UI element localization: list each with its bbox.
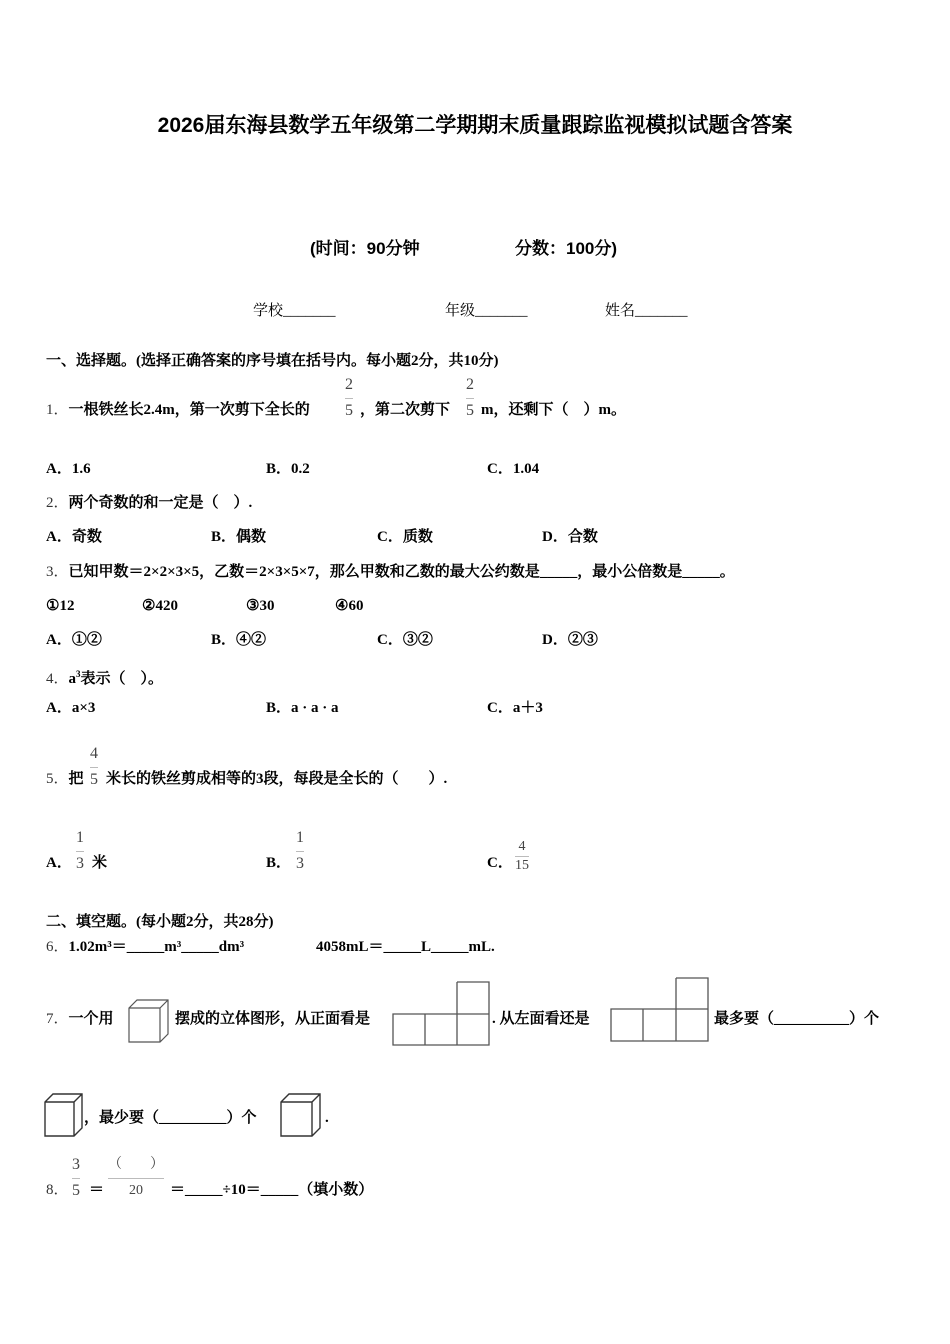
q6-question: [46, 937, 244, 957]
q5-option-b-label[interactable]: B．: [266, 855, 292, 871]
cube-icon: [128, 998, 170, 1044]
numerator: 4: [518, 839, 526, 854]
q7-text-d: 最多要（__________）个: [714, 1011, 880, 1027]
q2-question: [46, 493, 252, 513]
school-field[interactable]: 学校_______: [253, 303, 336, 319]
q3-choice-2: ②420: [142, 598, 178, 614]
numerator: 2: [345, 376, 353, 393]
q3-question: [46, 562, 735, 582]
q1-question: [46, 400, 310, 420]
q2-number: 2．: [46, 495, 69, 511]
numerator-blank[interactable]: （ ）: [108, 1157, 164, 1172]
q7-number: 7．: [46, 1011, 69, 1027]
page-title: 2026届东海县数学五年级第二学期期末质量跟踪监视模拟试题含答案: [157, 114, 793, 137]
q1-number: 1．: [46, 402, 69, 418]
q5-text-b: 米长的铁丝剪成相等的3段，每段是全长的（ ）.: [106, 771, 448, 787]
q2-option-d[interactable]: D．合数: [542, 529, 598, 545]
q4-option-b[interactable]: B．a · a · a: [266, 700, 339, 716]
numerator: 4: [90, 745, 98, 762]
q1-option-b[interactable]: B．0.2: [266, 461, 310, 477]
front-view-diagram: [392, 981, 492, 1047]
q1-text-a: 一根铁丝长2.4m，第一次剪下全长的: [68, 402, 310, 418]
exam-time: (时间：90分钟: [310, 239, 420, 258]
section1-heading: 一、选择题。(选择正确答案的序号填在括号内。每小题2分，共10分): [46, 353, 499, 369]
q4-exponent: 3: [76, 669, 81, 679]
q2-option-b[interactable]: B．偶数: [211, 529, 267, 545]
q7-text-c: . 从左面看还是: [492, 1011, 590, 1027]
q6-part2: 4058mL＝_____L_____mL.: [316, 939, 495, 955]
q1-option-c[interactable]: C．1.04: [487, 461, 540, 477]
q3-choice-1: ①12: [46, 598, 75, 614]
q5-option-b-fraction[interactable]: [296, 829, 304, 873]
q1-text-c: m，还剩下（ ）m。: [481, 402, 626, 418]
denominator: 5: [466, 402, 474, 419]
exam-score: 分数：100分): [515, 239, 618, 258]
q5-option-a-unit: 米: [92, 855, 108, 871]
q5-option-c-fraction[interactable]: [515, 840, 529, 873]
name-field[interactable]: 姓名_______: [605, 303, 688, 319]
q5-option-a-label[interactable]: A．: [46, 855, 72, 871]
denominator: 5: [345, 402, 353, 419]
q6-number: 6．: [46, 939, 69, 955]
q3-option-d[interactable]: D．②③: [542, 632, 598, 648]
q5-question-start: [46, 769, 84, 789]
q3-choice-3: ③30: [246, 598, 275, 614]
q5-option-c-label[interactable]: C．: [487, 855, 513, 871]
q7-text-a: 一个用: [68, 1011, 114, 1027]
denominator: 5: [72, 1182, 80, 1199]
q7-text-b: 摆成的立体图形，从正面看是: [175, 1011, 371, 1027]
numerator: 2: [466, 376, 474, 393]
left-view-diagram: [610, 977, 711, 1043]
denominator: 5: [90, 771, 98, 788]
q4-option-c[interactable]: C．a＋3: [487, 700, 543, 716]
q4-text: 表示（ ）。: [80, 671, 164, 687]
section2-heading: 二、填空题。(每小题2分，共28分): [46, 914, 274, 930]
q2-text: 两个奇数的和一定是（ ）.: [68, 495, 253, 511]
q7-text-e: ，最少要（_________）个: [84, 1110, 257, 1126]
q4-base: a: [68, 671, 77, 687]
q7-text-f: .: [325, 1110, 329, 1126]
denominator: 15: [515, 858, 529, 873]
q1-option-a[interactable]: A．1.6: [46, 461, 91, 477]
numerator: 1: [296, 829, 304, 846]
q4-option-a[interactable]: A．a×3: [46, 700, 96, 716]
q8-number: 8．: [46, 1182, 69, 1198]
q1-text-b: ，第二次剪下: [360, 402, 451, 418]
q2-option-a[interactable]: A．奇数: [46, 529, 102, 545]
q4-question: [46, 664, 163, 689]
q6-part1: 1.02m³＝_____m³_____dm³: [68, 939, 245, 955]
q3-option-a[interactable]: A．①②: [46, 632, 102, 648]
denominator: 3: [76, 855, 84, 872]
q3-number: 3．: [46, 564, 69, 580]
q5-text-a: 把: [68, 771, 84, 787]
q5-number: 5．: [46, 771, 69, 787]
q1-fraction-1: [345, 376, 353, 420]
q4-number: 4．: [46, 671, 69, 687]
q5-option-a-fraction[interactable]: [76, 829, 84, 873]
q3-option-c[interactable]: C．③②: [377, 632, 433, 648]
q8-fraction-1: [72, 1156, 80, 1200]
q2-option-c[interactable]: C．质数: [377, 529, 433, 545]
numerator: 3: [72, 1156, 80, 1173]
q7-question-start: [46, 1009, 114, 1029]
q3-choice-4: ④60: [335, 598, 364, 614]
q3-text: 已知甲数＝2×2×3×5，乙数＝2×3×5×7，那么甲数和乙数的最大公约数是_____，最小公倍数是_____。: [68, 564, 735, 580]
q8-equals: ＝: [89, 1182, 105, 1198]
grade-field[interactable]: 年级_______: [445, 303, 528, 319]
numerator: 1: [76, 829, 84, 846]
denominator: 20: [129, 1183, 143, 1198]
cube-icon: [44, 1092, 84, 1138]
q5-fraction: [90, 745, 98, 789]
q8-fraction-2: [108, 1156, 164, 1200]
cube-icon: [280, 1092, 322, 1138]
q8-text: ＝_____÷10＝_____（填小数）: [170, 1182, 374, 1198]
q3-option-b[interactable]: B．④②: [211, 632, 267, 648]
q1-fraction-2: [466, 376, 474, 420]
denominator: 3: [296, 855, 304, 872]
